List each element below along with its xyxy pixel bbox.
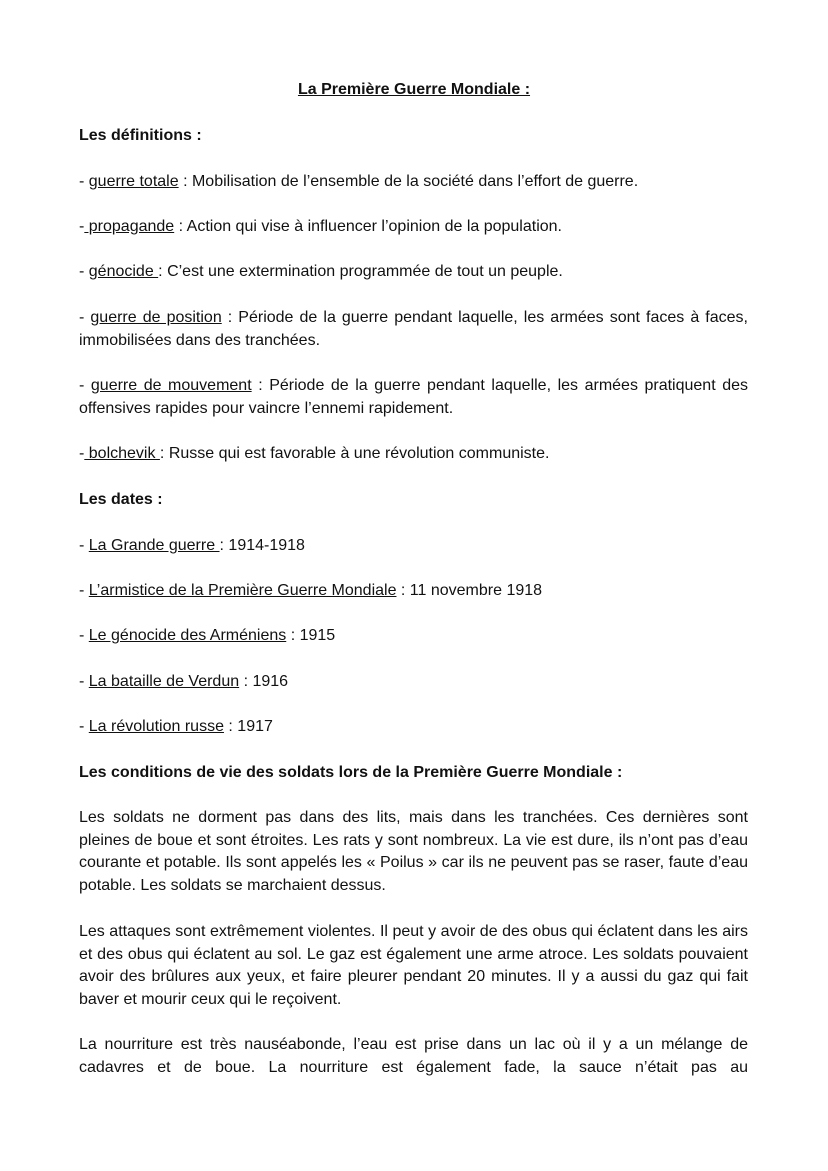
definition-text: : Période de la guerre pendant laquelle, les armées sont faces à faces, immobilisées dans des tranchées. [79,309,748,349]
definition-term: génocide [88,263,159,280]
definition-term: guerre de position [90,309,222,326]
dates-heading: Les dates : [79,491,163,508]
date-term: La Grande guerre [88,537,220,554]
date-value: : 1915 [286,627,336,644]
page-title: La Première Guerre Mondiale : [297,81,531,98]
date-value: : 1914-1918 [219,537,305,554]
definition-term: guerre totale [88,173,179,190]
date-item: - La révolution russe : 1917 [79,718,273,735]
date-item: - Le génocide des Arméniens : 1915 [79,627,336,644]
date-value: : 11 novembre 1918 [396,582,543,599]
definition-text: : Action qui vise à influencer l’opinion de la population. [174,218,562,235]
definition-item: - guerre de position : Période de la guerre pendant laquelle, les armées sont faces à faces, immobilisées dans des tranchées. [79,309,748,349]
definition-text: : Russe qui est favorable à une révolution communiste. [159,445,550,462]
conditions-paragraph: Les attaques sont extrêmement violentes. Il peut y avoir de des obus qui éclatent dans les airs et des obus qui éclatent au sol. Le gaz est également une arme atroce. Les soldats pouvaient avoir des brûlures aux yeux, et faire pleurer pendant 20 minutes. Il y a aussi du gaz qui fait baver et mourir ceux qui le reçoivent. [79,923,748,1009]
definition-item: - guerre totale : Mobilisation de l’ensemble de la société dans l’effort de guerre. [79,173,639,190]
definition-text: : C’est une extermination programmée de tout un peuple. [158,263,563,280]
conditions-paragraph: La nourriture est très nauséabonde, l’eau est prise dans un lac où il y a un mélange de cadavres et de boue. La nourriture est également fade, la sauce n’était pas au [79,1036,748,1076]
definition-item: - bolchevik : Russe qui est favorable à une révolution communiste. [79,445,550,462]
definitions-heading: Les définitions : [79,127,202,144]
date-item: - L’armistice de la Première Guerre Mondiale : 11 novembre 1918 [79,582,543,599]
definition-term: guerre de mouvement [90,377,252,394]
definition-term: bolchevik [84,445,160,462]
definition-item: - propagande : Action qui vise à influencer l’opinion de la population. [79,218,562,235]
conditions-heading: Les conditions de vie des soldats lors de la Première Guerre Mondiale : [79,764,623,781]
date-value: : 1916 [239,673,289,690]
definition-item: - guerre de mouvement : Période de la guerre pendant laquelle, les armées pratiquent des offensives rapides pour vaincre l’ennemi rapidement. [79,377,749,417]
date-item: - La Grande guerre : 1914-1918 [79,537,305,554]
definition-item: - génocide : C’est une extermination programmée de tout un peuple. [79,263,563,280]
date-item: - La bataille de Verdun : 1916 [79,673,289,690]
definition-term: propagande [84,218,175,235]
definition-text: : Période de la guerre pendant laquelle, les armées pratiquent des offensives rapides pour vaincre l’ennemi rapidement. [79,377,749,417]
definition-text: : Mobilisation de l’ensemble de la société dans l’effort de guerre. [178,173,639,190]
conditions-paragraph: Les soldats ne dorment pas dans des lits, mais dans les tranchées. Ces dernières sont pleines de boue et sont étroites. Les rats y sont nombreux. La vie est dure, ils n’ont pas d’eau courante et potable. Ils sont appelés les « Poilus » car ils ne peuvent pas se raser, faute d’eau potable. Les soldats se marchaient dessus. [79,809,748,895]
date-term: L’armistice de la Première Guerre Mondiale [88,582,397,599]
date-term: La révolution russe [88,718,224,735]
date-term: La bataille de Verdun [88,673,240,690]
date-term: Le génocide des Arméniens [88,627,287,644]
date-value: : 1917 [223,718,273,735]
